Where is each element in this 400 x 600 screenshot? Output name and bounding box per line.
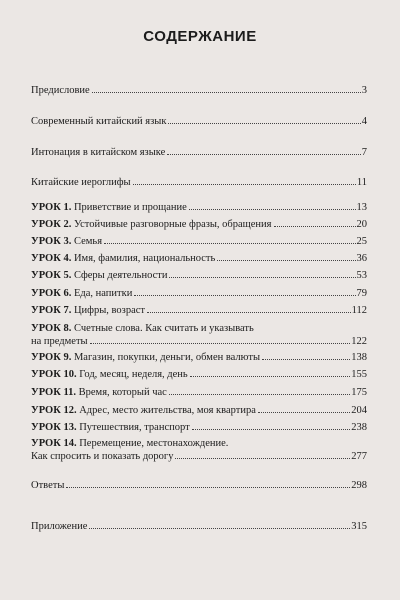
dot-leader — [133, 184, 356, 185]
toc-entry-continuation: Как спросить и показать дорогу — [31, 451, 174, 462]
lesson-number: УРОК 13. — [31, 422, 80, 433]
toc-entry-label — [31, 386, 167, 399]
page-number: 204 — [351, 405, 367, 416]
page-number: 53 — [356, 270, 367, 281]
lesson-number: УРОК 7. — [31, 305, 74, 316]
page-number: 20 — [356, 219, 367, 230]
dot-leader — [134, 295, 355, 296]
toc-entry-label — [31, 84, 90, 97]
toc-entry-label — [31, 304, 145, 317]
dot-leader — [147, 312, 351, 313]
lesson-number: УРОК 8. — [31, 323, 74, 334]
dot-leader — [217, 260, 355, 261]
page-number: 122 — [351, 336, 367, 347]
toc-entry-title: Интонация в китайском языке — [31, 147, 166, 158]
page-number: 298 — [351, 480, 367, 491]
toc-entry-title: Предисловие — [31, 85, 90, 96]
toc-entry-label — [31, 252, 215, 265]
page-number: 112 — [351, 305, 367, 316]
toc-entry-label — [31, 404, 256, 417]
toc-entry — [31, 269, 367, 282]
lesson-number: УРОК 10. — [31, 369, 80, 380]
toc-entry-title: Современный китайский язык — [31, 116, 167, 127]
dot-leader — [262, 359, 350, 360]
lesson-number: УРОК 9. — [31, 352, 74, 363]
toc-entry-title: Время, который час — [78, 387, 167, 398]
toc-entry — [31, 287, 367, 300]
dot-leader — [66, 487, 350, 488]
toc-entry-label — [31, 368, 188, 381]
toc-entry — [31, 115, 367, 128]
page-number: 11 — [356, 177, 367, 188]
lesson-number: УРОК 14. — [31, 438, 80, 449]
lesson-number: УРОК 4. — [31, 253, 74, 264]
toc-entry-title: Устойчивые разговорные фразы, обращения — [73, 219, 272, 230]
lesson-number: УРОК 1. — [31, 202, 74, 213]
toc-entry-label — [31, 218, 272, 231]
dot-leader — [89, 528, 350, 529]
toc-entry — [31, 437, 367, 463]
toc-entry-title: Еда, напитки — [73, 288, 133, 299]
toc-entry — [31, 176, 367, 189]
toc-entry — [31, 368, 367, 381]
toc-entry — [31, 421, 367, 434]
toc-entry — [31, 304, 367, 317]
toc-entry-label — [31, 323, 254, 334]
toc-entry-label — [31, 351, 260, 364]
toc-entry-label — [31, 115, 166, 128]
toc-entry — [31, 218, 367, 231]
lesson-number: УРОК 6. — [31, 288, 74, 299]
toc-entry — [31, 201, 367, 214]
dot-leader — [175, 458, 350, 459]
page-number: 315 — [351, 521, 367, 532]
lesson-number: УРОК 2. — [31, 219, 74, 230]
dot-leader — [169, 394, 350, 395]
toc-entry — [31, 479, 367, 492]
toc-entry-title: Приложение — [31, 521, 88, 532]
toc-entry — [31, 252, 367, 265]
page-number: 238 — [351, 422, 367, 433]
toc-entry-continuation: на предметы — [31, 336, 88, 347]
page-number: 13 — [356, 202, 367, 213]
dot-leader — [168, 123, 360, 124]
dot-leader — [167, 154, 360, 155]
toc-entry-label — [31, 176, 131, 189]
lesson-number: УРОК 5. — [31, 270, 74, 281]
dot-leader — [190, 376, 351, 377]
toc-entry-label — [31, 235, 102, 248]
page-number: 25 — [356, 236, 367, 247]
toc-entry-title: Цифры, возраст — [73, 305, 145, 316]
toc-entry-label — [31, 438, 228, 449]
dot-leader — [258, 412, 350, 413]
toc-entry-label — [31, 201, 187, 214]
toc-entry-title: Счетные слова. Как считать и указывать — [73, 323, 254, 334]
dot-leader — [274, 226, 356, 227]
page-number: 36 — [356, 253, 367, 264]
dot-leader — [169, 277, 355, 278]
toc-entry-label — [31, 287, 132, 300]
toc-entry-title: Сферы деятельности — [73, 270, 168, 281]
lesson-number: УРОК 11. — [31, 387, 79, 398]
page-title: СОДЕРЖАНИЕ — [143, 28, 257, 45]
page-number: 175 — [351, 387, 367, 398]
toc-entry — [31, 404, 367, 417]
toc-entry-label — [31, 421, 190, 434]
page-number: 277 — [351, 451, 367, 462]
toc-entry-label — [31, 146, 165, 159]
toc-entry — [31, 386, 367, 399]
toc-entry-title: Магазин, покупки, деньги, обмен валюты — [73, 352, 261, 363]
lesson-number: УРОК 12. — [31, 405, 80, 416]
toc-entry-title: Приветствие и прощание — [73, 202, 187, 213]
dot-leader — [104, 243, 355, 244]
toc-entry — [31, 520, 367, 533]
toc-entry-title: Путешествия, транспорт — [79, 422, 190, 433]
lesson-number: УРОК 3. — [31, 236, 74, 247]
toc-entry-label — [31, 269, 167, 282]
page-number: 155 — [351, 369, 367, 380]
toc-entry-title: Ответы — [31, 480, 65, 491]
toc-entry — [31, 322, 367, 348]
dot-leader — [189, 209, 356, 210]
page-number: 7 — [361, 147, 367, 158]
page-number: 3 — [361, 85, 367, 96]
toc-entry-title: Год, месяц, неделя, день — [79, 369, 188, 380]
toc-entry-title: Адрес, место жительства, моя квартира — [79, 405, 256, 416]
toc-entry-title: Китайские иероглифы — [31, 177, 131, 188]
dot-leader — [192, 429, 351, 430]
dot-leader — [90, 343, 351, 344]
toc-entry-label — [31, 520, 87, 533]
toc-entry — [31, 84, 367, 97]
page-number: 138 — [351, 352, 367, 363]
page-number: 4 — [361, 116, 367, 127]
toc-entry — [31, 235, 367, 248]
toc-entry-label — [31, 479, 64, 492]
dot-leader — [92, 92, 361, 93]
toc-entry — [31, 146, 367, 159]
toc-entry — [31, 351, 367, 364]
toc-entry-title: Перемещение, местонахождение. — [79, 438, 229, 449]
page-number: 79 — [356, 288, 367, 299]
toc-entry-title: Семья — [73, 236, 103, 247]
toc-entry-title: Имя, фамилия, национальность — [73, 253, 216, 264]
